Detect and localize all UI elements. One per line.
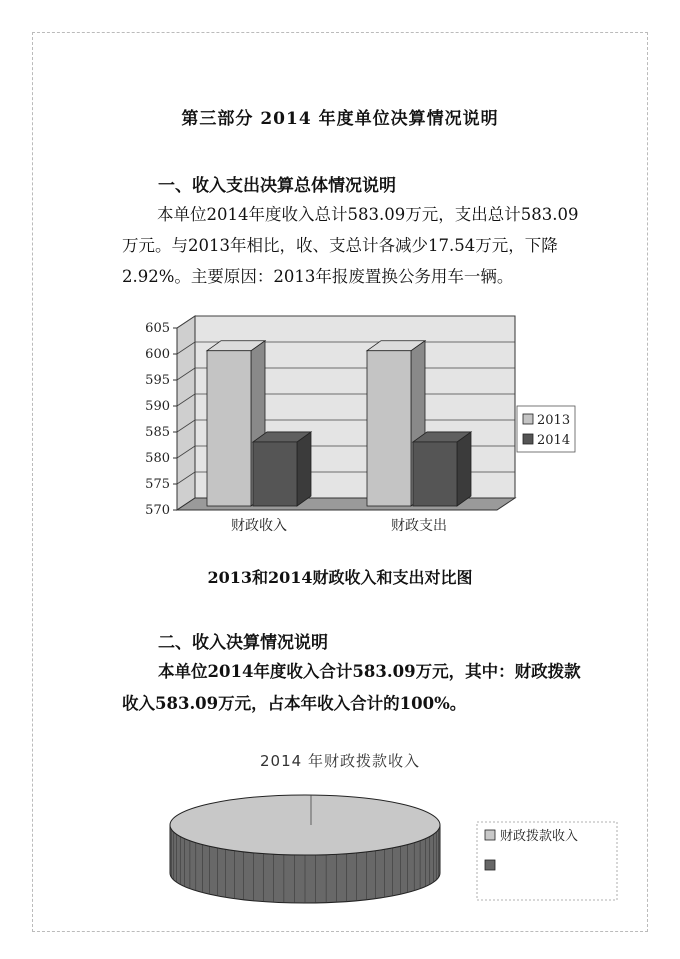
legend-label-2014: 2014	[537, 433, 571, 448]
x-tick-label: 财政收入	[231, 518, 287, 534]
bar-2013-1	[367, 351, 411, 506]
pie-legend-swatch-0	[485, 830, 495, 840]
section1-heading: 一、收入支出决算总体情况说明	[158, 176, 396, 196]
y-tick-label: 600	[145, 347, 170, 362]
y-tick-label: 605	[145, 321, 170, 336]
section2-line-2: 收入583.09万元，占本年收入合计的100%。	[122, 694, 467, 713]
pie-chart-title: 2014 年财政拨款收入	[260, 752, 420, 770]
section1-line-1: 本单位2014年度收入总计583.09万元，支出总计583.09	[157, 205, 579, 224]
bar-2014-0	[253, 442, 297, 506]
section2-heading: 二、收入决算情况说明	[158, 633, 328, 653]
bar-side-2014-1	[457, 432, 471, 506]
y-tick-label: 585	[145, 425, 170, 440]
legend-swatch-2014	[523, 434, 533, 444]
bar-chart	[135, 310, 605, 550]
y-tick-label: 570	[145, 503, 170, 518]
pie-slice-财政拨款收入	[170, 795, 440, 855]
y-tick-label: 595	[145, 373, 170, 388]
y-tick-label: 590	[145, 399, 170, 414]
legend-label-2013: 2013	[537, 413, 571, 428]
section1-line-3: 2.92%。主要原因：2013年报废置换公务用车一辆。	[122, 267, 514, 286]
section2-line-1: 本单位2014年度收入合计583.09万元，其中：财政拨款	[158, 662, 581, 681]
pie-legend-label-0: 财政拨款收入	[500, 829, 579, 844]
pie-legend-swatch-1	[485, 860, 495, 870]
bar-side-2014-0	[297, 432, 311, 506]
bar-2013-0	[207, 351, 251, 506]
section1-line-2: 万元。与2013年相比，收、支总计各减少17.54万元，下降	[122, 236, 558, 255]
y-tick-label: 575	[145, 477, 170, 492]
y-tick-label: 580	[145, 451, 170, 466]
bar-chart-caption: 2013和2014财政收入和支出对比图	[207, 568, 473, 587]
part-title: 第三部分 2014 年度单位决算情况说明	[181, 109, 499, 129]
legend-swatch-2013	[523, 414, 533, 424]
x-tick-label: 财政支出	[391, 518, 447, 534]
bar-2014-1	[413, 442, 457, 506]
side-wall	[177, 316, 195, 510]
pie-chart	[165, 790, 625, 920]
